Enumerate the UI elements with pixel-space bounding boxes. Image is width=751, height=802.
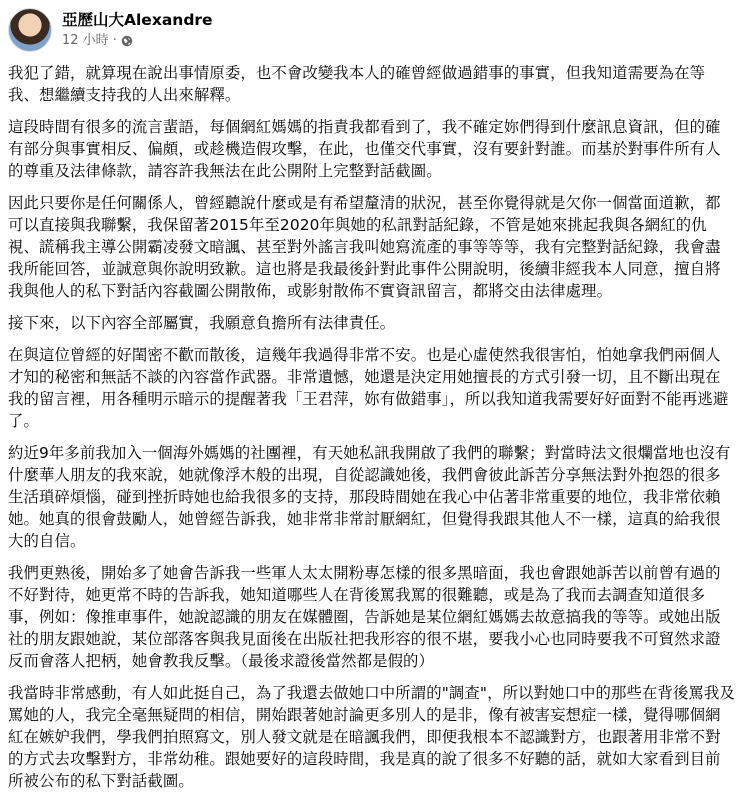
post-paragraph: 我們更熟後，開始多了她會告訴我一些軍人太太開粉專怎樣的很多黑暗面，我也會跟她訴苦以前曾有過的不好對待，她更常不時的告訴我，她知道哪些人在背後罵我罵的很難聽，或是為了我而去調查知道很多事，例如：像推車事件，她說認識的朋友在媒體圈，告訴她是某位網紅媽媽去故意搞我的等等。或她出版社的朋友跟她說，某位部落客與我見面後在出版社把我形容的很不堪，要我小心也同時要我不可貿然求證反而會落人把柄，她會教我反擊。（最後求證後當然都是假的）: [8, 564, 721, 670]
post-body: [8, 62, 736, 802]
post-paragraph: 在與這位曾經的好閨密不歡而散後，這幾年我過得非常不安。也是心虛使然我很害怕，怕她拿我們兩個人才知的秘密和無話不談的內容當作武器。非常遺憾，她還是決定用她擅長的方式引發一切，且不斷出現在我的留言裡，用各種明示暗示的提醒著我「王君萍，妳有做錯事」，所以我知道我需要好好面對不能再逃避了。: [8, 346, 729, 430]
post-paragraph: 這段時間有很多的流言蜚語，每個網紅媽媽的指責我都看到了，我不確定妳們得到什麼訊息資訊，但的確有部分與事實相反、偏頗，或趁機造假攻擊，在此，也僅交代事實，沒有要針對誰。而基於對事件所有人的尊重及法律條款，請容許我無法在此公開附上完整對話截圖。: [8, 118, 721, 180]
post-paragraph: 因此只要你是任何關係人，曾經聽說什麼或是有希望釐清的狀況，甚至你覺得就是欠你一個當面道歉，都可以直接與我聯繫，我保留著2015年至2020年與她的私訊對話紀錄，不管是她來挑起我與各網紅的仇視、謊稱我主導公開霸凌發文暗諷、甚至對外謠言我叫她寫流產的事等等等，我有完整對話紀錄，我會盡我所能回答，並誠意與你說明致歉。這也將是我最後針對此事件公開說明，後續非經我本人同意，擅自將我與他人的私下對話內容截圖公開散佈，或影射散佈不實資訊留言，都將交由法律處理。: [8, 194, 721, 300]
post-paragraph: 我犯了錯，就算現在說出事情原委，也不會改變我本人的確曾經做過錯事的事實，但我知道需要為在等我、想繼續支持我的人出來解釋。: [8, 64, 706, 104]
author-name[interactable]: 亞歷山大Alexandre: [62, 11, 213, 29]
avatar[interactable]: [8, 8, 52, 52]
post-paragraph: 我當時非常感動，有人如此挺自己，為了我還去做她口中所謂的"調查"，所以對她口中的那些在背後罵我及罵她的人，我完全毫無疑問的相信，開始跟著她討論更多別人的是非，像有被害妄想症一樣，覺得哪個網紅在嫉妒我們，學我們拍照寫文，別人發文就是在暗諷我們，即便我根本不認識對方，也跟著用非常不對的方式去攻擊對方，非常幼稚。跟她要好的這段時間，我是真的說了很多不好聽的話，就如大家看到目前所被公布的私下對話截圖。: [8, 684, 735, 790]
post-meta: [62, 32, 213, 50]
post-paragraph: 接下來，以下內容全部屬實，我願意負擔所有法律責任。: [8, 314, 396, 332]
post-paragraph: 約近9年多前我加入一個海外媽媽的社團裡，有天她私訊我開啟了我們的聯繫；對當時法文很爛當地也沒有什麼華人朋友的我來說，她就像浮木般的出現，自從認識她後，我們會彼此訴苦分享無法對外抱怨的很多生活瑣碎煩惱，碰到挫折時她也給我很多的支持，那段時間她在我心中佔著非常重要的地位，我非常依賴她。她真的很會鼓勵人，她曾經告訴我，她非常非常討厭網紅，但覺得我跟其他人不一樣，這真的給我很大的自信。: [8, 444, 731, 550]
post-timestamp[interactable]: 12 小時: [62, 33, 109, 48]
globe-icon[interactable]: [121, 35, 133, 47]
meta-separator: ·: [112, 33, 117, 48]
post-header: [8, 8, 213, 52]
post-header-text: [62, 10, 213, 50]
